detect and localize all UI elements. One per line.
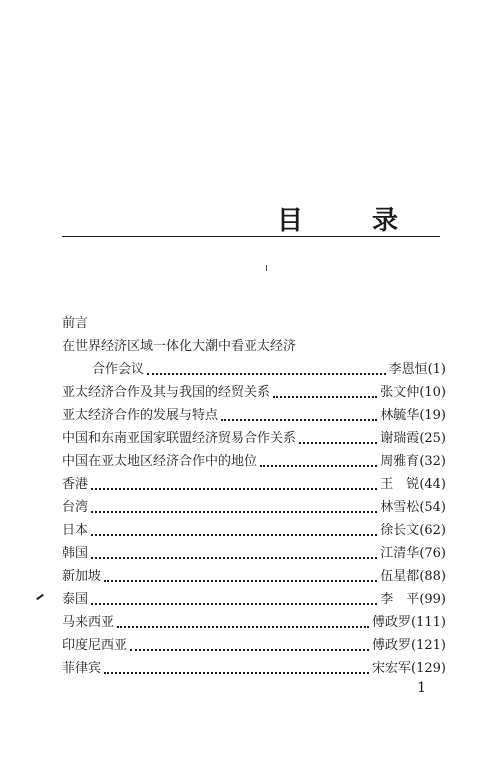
toc-item-author: 周雅育 [380,454,420,469]
toc-item-page: (88) [419,569,446,584]
toc-item[interactable] [62,611,446,634]
toc-item-title: 韩国 [62,546,89,561]
toc-item[interactable] [62,381,446,404]
toc-item[interactable] [62,565,446,588]
toc-item[interactable] [62,427,446,450]
toc-item-title: 合作会议 [92,362,145,377]
toc-item[interactable] [62,588,446,611]
leader-dots [273,388,377,398]
leader-dots [260,457,377,467]
toc-item-page: (10) [419,385,446,400]
leader-dots [299,434,377,444]
toc-item-title: 新加坡 [62,569,102,584]
toc-item-author: 林毓华 [380,408,420,423]
toc-item-author: 李恩恒 [388,362,428,377]
toc-item[interactable] [62,335,446,358]
toc-item-title: 菲律宾 [62,661,102,676]
leader-dots [221,411,377,421]
leader-dots [117,618,369,628]
leader-dots [91,595,377,605]
toc-item[interactable] [62,519,446,542]
toc-item-page: (111) [411,615,446,630]
leader-dots [147,365,386,375]
toc-item[interactable] [62,473,446,496]
toc-item-title: 马来西亚 [62,615,115,630]
toc-item-title: 亚太经济合作及其与我国的经贸关系 [62,385,271,400]
title-rule [62,236,440,237]
toc-item[interactable] [62,404,446,427]
toc-item-title: 台湾 [62,500,89,515]
toc-item-page: (32) [419,454,446,469]
toc-item-author: 李 平 [380,592,420,607]
toc-item-author: 傅政罗 [372,638,412,653]
toc-item[interactable] [62,496,446,519]
table-of-contents [62,312,446,680]
toc-item[interactable] [62,542,446,565]
leader-dots [104,572,377,582]
toc-item-title: 泰国 [62,592,89,607]
toc-item-page: (129) [411,661,446,676]
toc-item[interactable] [62,450,446,473]
toc-preface[interactable] [62,312,446,335]
toc-item-title: 在世界经济区域一体化大潮中看亚太经济 [62,339,297,354]
toc-item[interactable] [62,358,446,381]
toc-item-title: 香港 [62,477,89,492]
toc-item[interactable] [62,657,446,680]
toc-item-page: (1) [427,362,446,377]
leader-dots [91,549,377,559]
toc-item-author: 徐长文 [380,523,420,538]
leader-dots [104,664,369,674]
page-title: 目 录 [276,206,428,236]
toc-item-title: 中国在亚太地区经济合作中的地位 [62,454,258,469]
toc-item-page: (19) [419,408,446,423]
toc-item-page: (121) [411,638,446,653]
toc-item[interactable] [62,634,446,657]
toc-item-title: 前言 [62,316,89,331]
toc-item-page: (76) [419,546,446,561]
leader-dots [91,526,377,536]
toc-item-author: 宋宏军 [372,661,412,676]
toc-item-title: 亚太经济合作的发展与特点 [62,408,219,423]
toc-item-author: 林雪松 [380,500,420,515]
toc-item-author: 谢瑞霞 [380,431,420,446]
toc-item-title: 日本 [62,523,89,538]
stray-pen-mark [36,594,44,600]
toc-item-author: 王 锐 [380,477,420,492]
toc-item-page: (54) [419,500,446,515]
leader-dots [91,503,377,513]
toc-item-page: (62) [419,523,446,538]
toc-item-page: (99) [419,592,446,607]
toc-item-author: 傅政罗 [372,615,412,630]
toc-item-author: 伍星都 [380,569,420,584]
toc-item-page: (44) [419,477,446,492]
leader-dots [91,480,377,490]
stray-dot [266,265,267,271]
toc-item-page: (25) [419,431,446,446]
toc-item-title: 中国和东南亚国家联盟经济贸易合作关系 [62,431,297,446]
leader-dots [130,641,369,651]
toc-item-title: 印度尼西亚 [62,638,128,653]
page-number: 1 [417,680,426,696]
toc-item-author: 张文仲 [380,385,420,400]
toc-item-author: 江清华 [380,546,420,561]
